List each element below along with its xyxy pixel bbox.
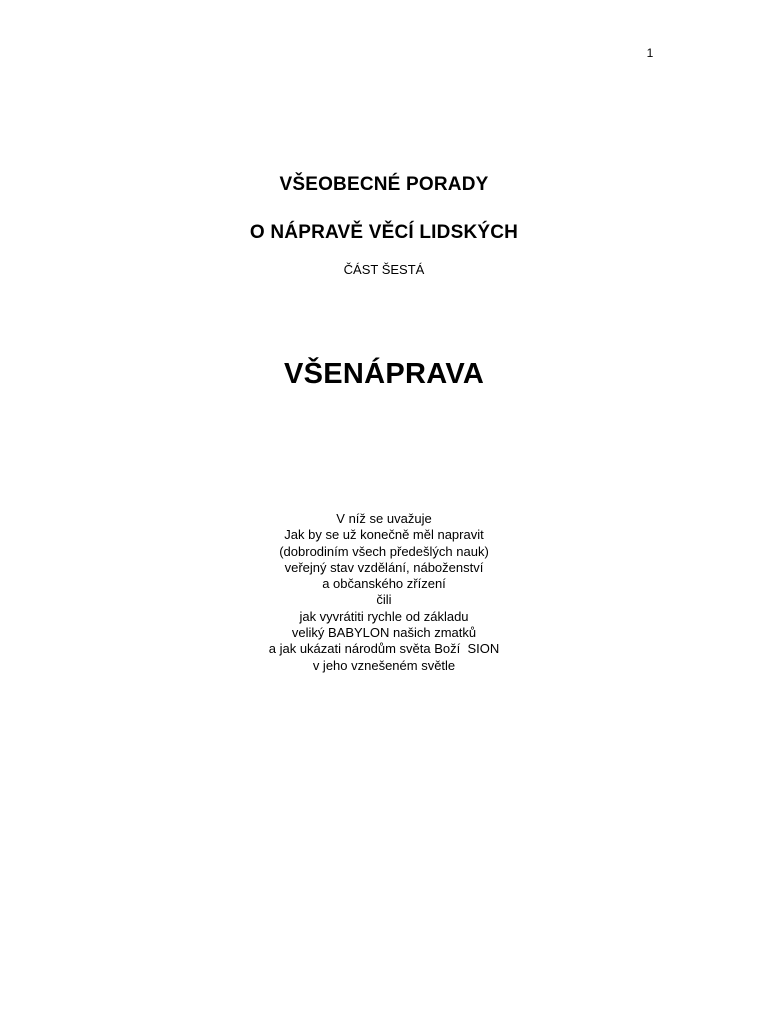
subtitle-line: jak vyvrátiti rychle od základu [299,608,469,624]
subtitle-block [0,511,768,674]
page-number: 1 [646,46,654,60]
part-label: ČÁST ŠESTÁ [343,262,425,277]
title-line-1: VŠEOBECNÉ PORADY [279,174,489,195]
subtitle-line: a občanského zřízení [322,576,446,592]
title-line-2: O NÁPRAVĚ VĚCÍ LIDSKÝCH [249,222,519,243]
subtitle-line: Jak by se už konečně měl napravit [284,527,484,543]
main-title: VŠENÁPRAVA [283,358,485,390]
subtitle-line: čili [376,592,392,608]
subtitle-line: (dobrodiním všech předešlých nauk) [279,543,489,559]
subtitle-line: veliký BABYLON našich zmatků [291,625,477,641]
subtitle-line: V níž se uvažuje [336,511,432,526]
subtitle-line: v jeho vznešeném světle [312,657,456,673]
subtitle-line: a jak ukázati národům světa Boží SION [268,641,500,657]
subtitle-line: veřejný stav vzdělání, náboženství [284,559,484,575]
